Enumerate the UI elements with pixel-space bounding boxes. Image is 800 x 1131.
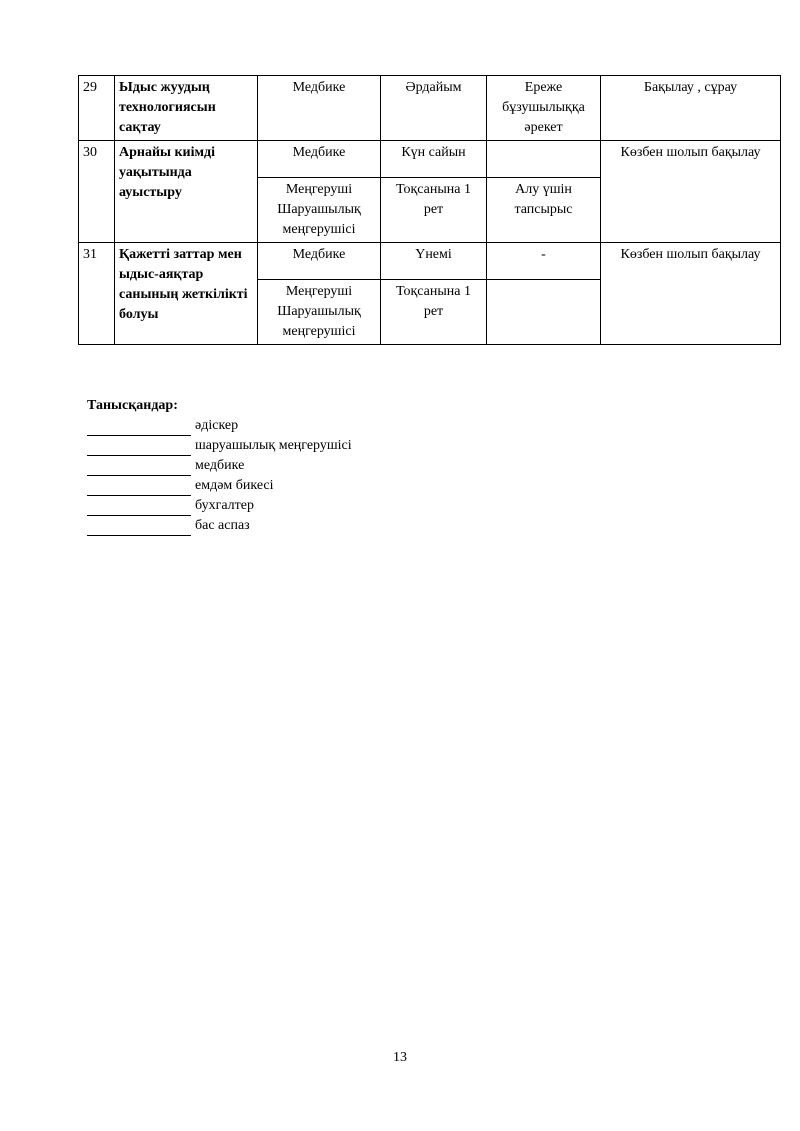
action: - <box>487 243 601 280</box>
table-row <box>79 76 781 141</box>
requirement-name: Қажетті заттар мен ыдыс-аяқтар санының жеткілікті болуы <box>115 243 258 345</box>
table-row <box>79 243 781 280</box>
acknowledgement-title: Танысқандар: <box>87 398 178 413</box>
frequency: Үнемі <box>381 243 487 280</box>
row-number: 30 <box>79 141 115 243</box>
frequency: Әрдайым <box>381 76 487 141</box>
requirement-name: Арнайы киімді уақытында ауыстыру <box>115 141 258 243</box>
requirement-name: Ыдыс жуудың технологиясын сақтау <box>115 76 258 141</box>
signature-role: бас аспаз <box>195 518 250 533</box>
action: Алу үшін тапсырыс <box>487 178 601 243</box>
responsible: Меңгеруші Шаруашылық меңгерушісі <box>258 178 381 243</box>
frequency: Тоқсанына 1 рет <box>381 280 487 345</box>
signature-blank <box>87 480 191 496</box>
signature-line <box>87 476 352 496</box>
responsible: Медбике <box>258 76 381 141</box>
control-method: Көзбен шолып бақылау <box>601 243 781 345</box>
page-number: 13 <box>393 1050 407 1065</box>
signature-line <box>87 456 352 476</box>
frequency: Тоқсанына 1 рет <box>381 178 487 243</box>
signature-role: шаруашылық меңгерушісі <box>195 438 352 453</box>
signature-role: емдәм бикесі <box>195 478 274 493</box>
responsible: Медбике <box>258 141 381 178</box>
control-method: Көзбен шолып бақылау <box>601 141 781 243</box>
control-method: Бақылау , сұрау <box>601 76 781 141</box>
signature-blank <box>87 420 191 436</box>
action <box>487 280 601 345</box>
signature-blank <box>87 460 191 476</box>
signature-role: медбике <box>195 458 245 473</box>
signature-role: бухгалтер <box>195 498 254 513</box>
signature-role: әдіскер <box>195 418 239 433</box>
action: Ереже бұзушылыққа әрекет <box>487 76 601 141</box>
signature-line <box>87 496 352 516</box>
acknowledgement-block <box>87 396 352 536</box>
table-row <box>79 141 781 178</box>
signature-blank <box>87 500 191 516</box>
frequency: Күн сайын <box>381 141 487 178</box>
responsible: Меңгеруші Шаруашылық меңгерушісі <box>258 280 381 345</box>
signature-line <box>87 416 352 436</box>
signature-blank <box>87 440 191 456</box>
action <box>487 141 601 178</box>
signature-blank <box>87 520 191 536</box>
responsible: Медбике <box>258 243 381 280</box>
signature-line <box>87 516 352 536</box>
control-table <box>78 75 781 345</box>
row-number: 29 <box>79 76 115 141</box>
row-number: 31 <box>79 243 115 345</box>
signature-line <box>87 436 352 456</box>
